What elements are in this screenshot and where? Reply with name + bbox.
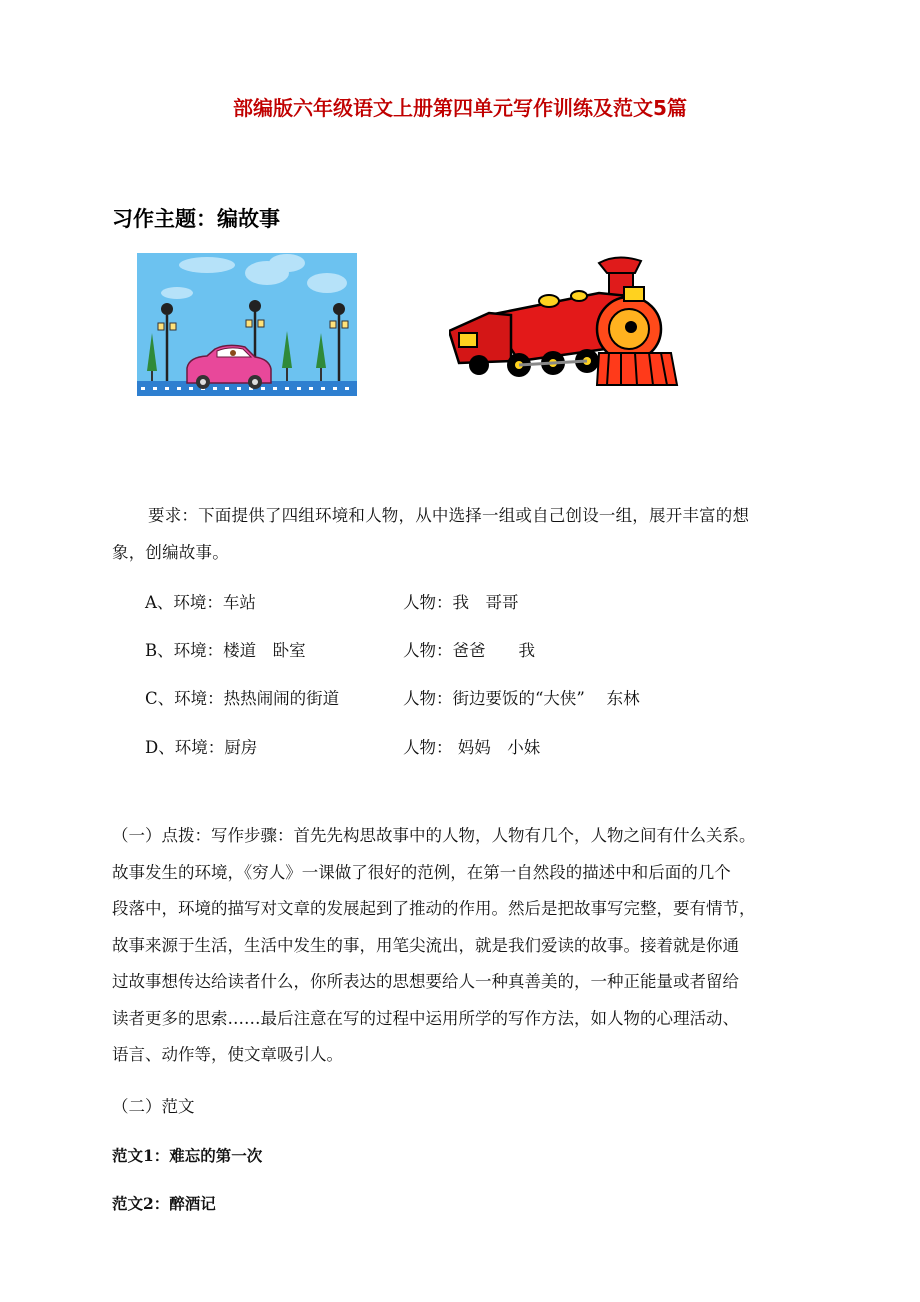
option-a bbox=[145, 589, 705, 611]
guidance-line: （一）点拨：写作步骤：首先先构思故事中的人物，人物有几个，人物之间有什么关系。 bbox=[112, 826, 756, 845]
theme-heading: 习作主题：编故事 bbox=[112, 207, 280, 231]
option-d bbox=[145, 734, 705, 756]
guidance-line: 语言、动作等，使文章吸引人。 bbox=[112, 1045, 343, 1064]
option-b-environment: B、环境：楼道 卧室 bbox=[145, 641, 306, 660]
option-b bbox=[145, 637, 705, 659]
option-c bbox=[145, 685, 705, 707]
option-a-persons: 人物：我 哥哥 bbox=[403, 593, 519, 612]
section-label: （二）范文 bbox=[112, 1097, 195, 1116]
option-d-environment: D、环境：厨房 bbox=[145, 738, 258, 757]
guidance-line: 过故事想传达给读者什么，你所表达的思想要给人一种真善美的，一种正能量或者留给 bbox=[112, 972, 739, 991]
guidance-line: 故事来源于生活，生活中发生的事，用笔尖流出，就是我们爱读的故事。接着就是你通 bbox=[112, 935, 739, 955]
option-a-environment: A、环境：车站 bbox=[145, 593, 256, 612]
guidance-line: 故事发生的环境，《穷人》一课做了很好的范例，在第一自然段的描述中和后面的几个 bbox=[112, 862, 731, 882]
document-title: 部编版六年级语文上册第四单元写作训练及范文5篇 bbox=[233, 96, 687, 120]
option-b-persons: 人物：爸爸 我 bbox=[403, 641, 535, 660]
essay-title-2: 范文2：醉酒记 bbox=[112, 1194, 216, 1213]
steam-locomotive-illustration bbox=[449, 253, 679, 388]
guidance-paragraph bbox=[112, 818, 812, 1074]
essay-title-1: 范文1：难忘的第一次 bbox=[112, 1146, 263, 1165]
option-d-persons: 人物： 妈妈 小妹 bbox=[403, 738, 541, 757]
requirement-line-1: 要求：下面提供了四组环境和人物，从中选择一组或自己创设一组，展开丰富的想 bbox=[148, 506, 750, 525]
guidance-line: 读者更多的思索……最后注意在写的过程中运用所学的写作方法，如人物的心理活动、 bbox=[112, 1008, 739, 1028]
option-c-persons: 人物：街边要饭的“大侠” 东林 bbox=[403, 689, 640, 708]
guidance-line: 段落中，环境的描写对文章的发展起到了推动的作用。然后是把故事写完整，要有情节， bbox=[112, 899, 756, 918]
street-car-illustration bbox=[137, 253, 357, 396]
requirement-line-2: 象，创编故事。 bbox=[112, 543, 229, 562]
option-c-environment: C、环境：热热闹闹的街道 bbox=[145, 689, 340, 708]
